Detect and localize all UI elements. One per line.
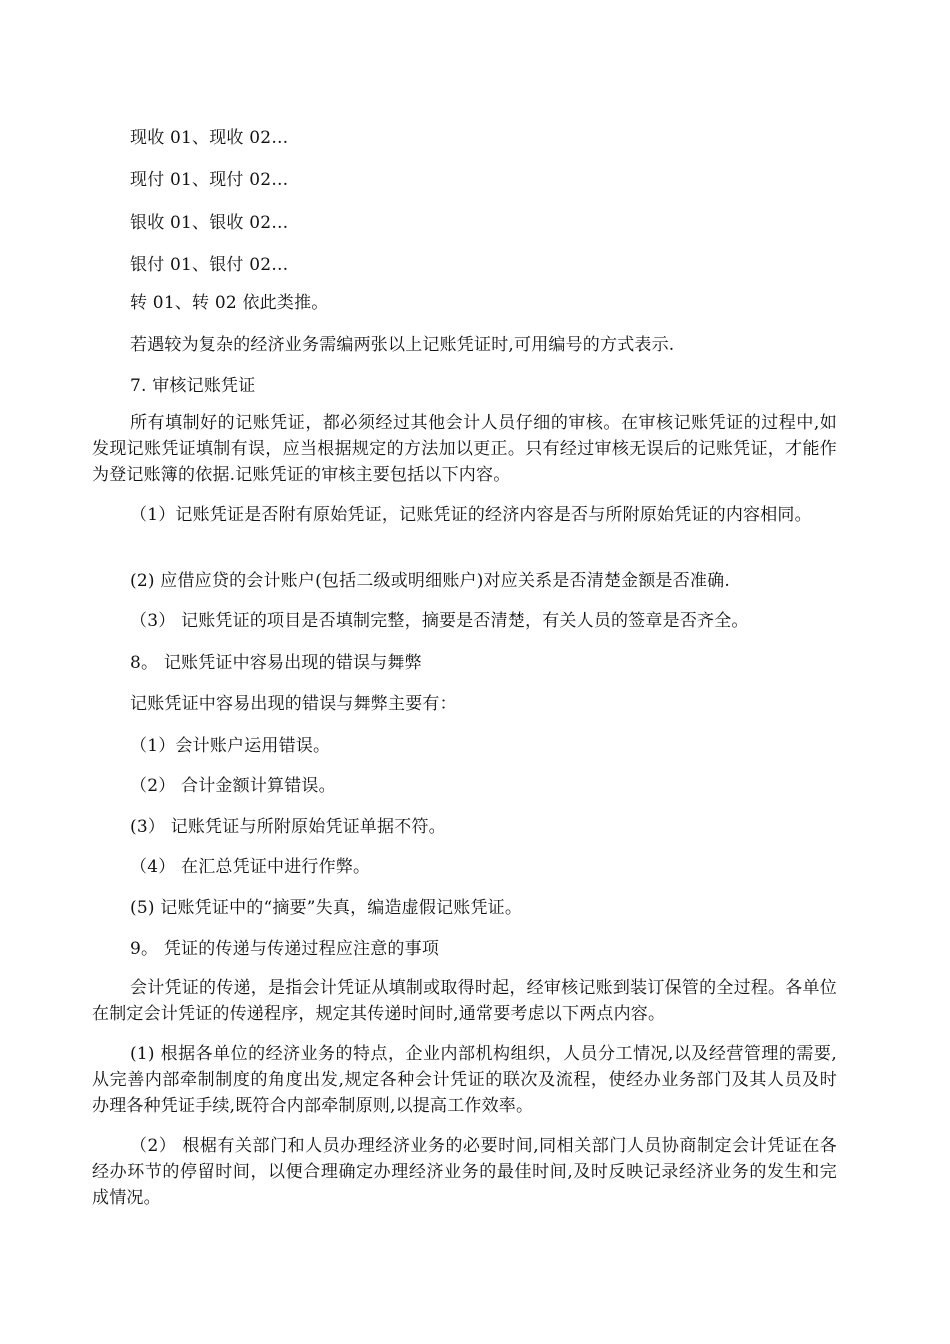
paragraph-8-item-2: （2） 合计金额计算错误。: [130, 776, 336, 796]
voucher-number-note: 若遇较为复杂的经济业务需编两张以上记账凭证时,可用编号的方式表示.: [130, 335, 675, 355]
paragraph-9-item-1: (1) 根据各单位的经济业务的特点，企业内部机构组织，人员分工情况,以及经营管理的需要,从完善内部牵制制度的角度出发,规定各种会计凭证的联次及流程，使经办业务部门及其人员及时办理各种凭证手续,既符合内部牵制原则,以提高工作效率。: [92, 1044, 837, 1116]
section-heading-7: 7. 审核记账凭证: [130, 376, 256, 396]
paragraph-8-item-1: （1）会计账户运用错误。: [130, 736, 331, 756]
voucher-number-bank-receipt: 银收 01、银收 02…: [130, 213, 289, 233]
paragraph-7-item-2: (2) 应借应贷的会计账户(包括二级或明细账户)对应关系是否清楚金额是否准确.: [130, 571, 730, 591]
paragraph-9-item-2: （2） 根椐有关部门和人员办理经济业务的必要时间,同相关部门人员协商制定会计凭证在各经办环节的停留时间，以便合理确定办理经济业务的最佳时间,及时反映记录经济业务的发生和完成情况。: [92, 1136, 837, 1208]
voucher-number-bank-payment: 银付 01、银付 02…: [130, 255, 289, 275]
paragraph-7-item-3: （3） 记账凭证的项目是否填制完整，摘要是否清楚，有关人员的签章是否齐全。: [130, 611, 749, 631]
paragraph-8-intro: 记账凭证中容易出现的错误与舞弊主要有：: [130, 694, 457, 714]
paragraph-9-intro: 会计凭证的传递，是指会计凭证从填制或取得时起，经审核记账到装订保管的全过程。各单位在制定会计凭证的传递程序，规定其传递时间时,通常要考虑以下两点内容。: [92, 978, 837, 1024]
section-heading-9: 9。 凭证的传递与传递过程应注意的事项: [130, 939, 440, 959]
voucher-number-cash-payment: 现付 01、现付 02…: [130, 170, 289, 190]
paragraph-8-item-4: （4） 在汇总凭证中进行作弊。: [130, 857, 371, 877]
paragraph-8-item-3: (3） 记账凭证与所附原始凭证单据不符。: [130, 817, 446, 837]
voucher-number-transfer: 转 01、转 02 依此类推。: [130, 293, 329, 313]
paragraph-7-intro: 所有填制好的记账凭证，都必须经过其他会计人员仔细的审核。在审核记账凭证的过程中,如发现记账凭证填制有误，应当根据规定的方法加以更正。只有经过审核无误后的记账凭证，才能作为登记账簿的依据.记账凭证的审核主要包括以下内容。: [92, 413, 837, 485]
paragraph-7-item-1: （1）记账凭证是否附有原始凭证，记账凭证的经济内容是否与所附原始凭证的内容相同。: [130, 505, 812, 525]
voucher-number-cash-receipt: 现收 01、现收 02…: [130, 128, 289, 148]
paragraph-8-item-5: (5) 记账凭证中的“摘要”失真，编造虚假记账凭证。: [130, 898, 523, 918]
section-heading-8: 8。 记账凭证中容易出现的错误与舞弊: [130, 653, 422, 673]
